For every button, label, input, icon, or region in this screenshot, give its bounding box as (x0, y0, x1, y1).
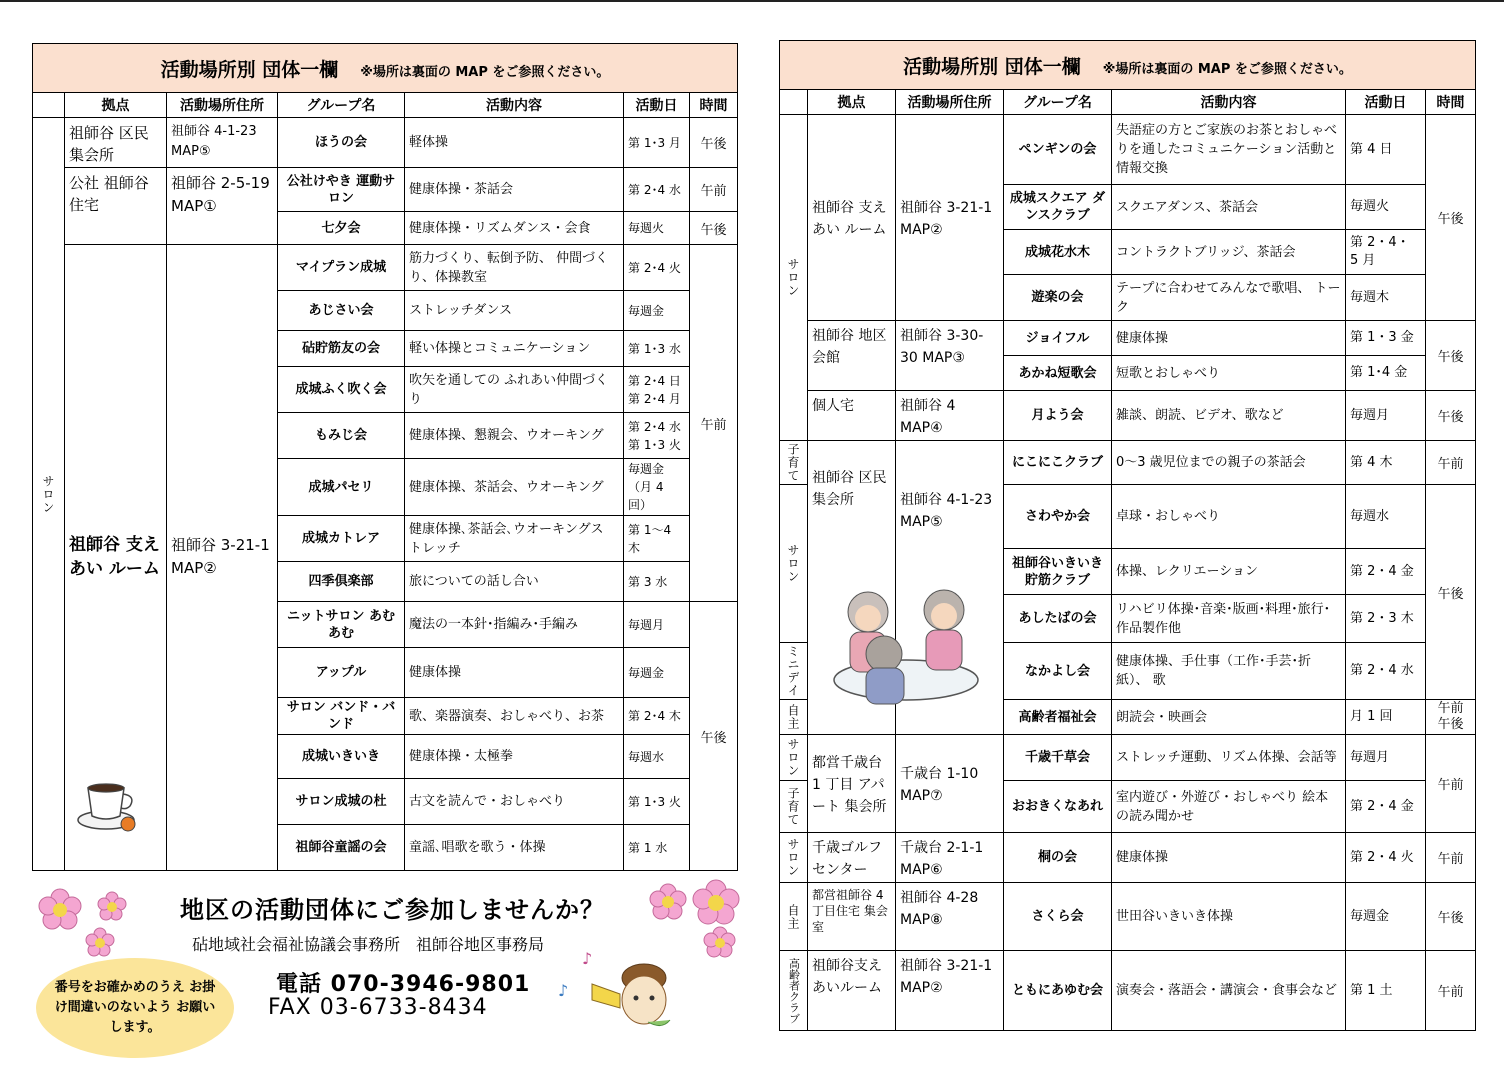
address-cell: 千歳台 2-1-1 MAP⑥ (896, 833, 1004, 883)
left-group-table (32, 43, 738, 871)
activity-cell: 室内遊び・外遊び・おしゃべり 絵本の読み聞かせ (1112, 781, 1346, 833)
base-cell: 公社 祖師谷 住宅 (65, 168, 167, 245)
day-cell: 第 2･4 水 第 1･3 火 (624, 413, 690, 459)
address-cell: 祖師谷 2-5-19 MAP① (167, 168, 278, 245)
table-row (780, 321, 1476, 356)
header-activity: 活動内容 (405, 93, 624, 118)
address-cell: 祖師谷 3-21-1 MAP② (896, 115, 1004, 321)
category-label: サロン (780, 485, 808, 643)
header-base: 拠点 (65, 93, 167, 118)
group-name: 遊楽の会 (1004, 275, 1112, 321)
activity-cell: リハビリ体操･音楽･版画･料理･旅行･ 作品製作他 (1112, 595, 1346, 643)
day-cell: 第 1･4 金 (1346, 356, 1426, 391)
activity-cell: 健康体操 (405, 648, 624, 698)
table-row (780, 391, 1476, 441)
activity-cell: 童謡､唱歌を歌う・体操 (405, 825, 624, 871)
base-cell: 祖師谷支え あいルーム (808, 951, 896, 1031)
category-label: サロン (33, 118, 65, 871)
activity-cell: 健康体操､茶話会､ウオーキングス トレッチ (405, 516, 624, 562)
table-title: 活動場所別 団体一欄 ※場所は裏面の MAP をご参照ください。 (33, 44, 738, 93)
address-cell: 千歳台 1-10 MAP⑦ (896, 735, 1004, 833)
category-label: サロン (780, 115, 808, 441)
header-time: 時間 (690, 93, 738, 118)
group-name: 七夕会 (278, 212, 405, 245)
time-cell: 午後 (690, 602, 738, 871)
group-name: 千歳千草会 (1004, 735, 1112, 781)
base-cell: 祖師谷 支えあい ルーム (65, 245, 167, 871)
address-cell: 祖師谷 4-1-23 MAP⑤ (896, 441, 1004, 735)
activity-cell: 健康体操・太極拳 (405, 735, 624, 779)
header-group: グループ名 (278, 93, 405, 118)
activity-cell: 健康体操、懇親会、ウオーキング (405, 413, 624, 459)
group-name: 成城ふく吹く会 (278, 367, 405, 413)
group-name: なかよし会 (1004, 643, 1112, 700)
base-cell: 祖師谷 地区会館 (808, 321, 896, 391)
activity-cell: 健康体操 (1112, 321, 1346, 356)
group-name: 成城いきいき (278, 735, 405, 779)
category-label: 高齢者クラブ (780, 951, 808, 1031)
time-cell: 午前 (1426, 833, 1476, 883)
right-group-table (779, 40, 1476, 1031)
day-cell: 毎週水 (1346, 485, 1426, 549)
time-cell: 午後 (1426, 321, 1476, 391)
address-cell: 祖師谷 4-1-23 MAP⑤ (167, 118, 278, 168)
activity-cell: スクエアダンス、茶話会 (1112, 185, 1346, 230)
group-name: 祖師谷いきいき 貯筋クラブ (1004, 549, 1112, 595)
day-cell: 第 4 木 (1346, 441, 1426, 485)
group-name: 四季倶楽部 (278, 562, 405, 602)
group-name: ジョイフル (1004, 321, 1112, 356)
table-row (33, 168, 738, 212)
activity-cell: 筋力づくり、転倒予防、 仲間づくり、体操教室 (405, 245, 624, 291)
group-name: あかね短歌会 (1004, 356, 1112, 391)
group-name: もみじ会 (278, 413, 405, 459)
table-row (780, 951, 1476, 1031)
flower-decoration-icon (30, 878, 140, 958)
svg-text:♪: ♪ (558, 981, 569, 1000)
coffee-cup-icon (76, 772, 142, 834)
acorn-mascot-icon (552, 944, 676, 1040)
fax-number: FAX 03-6733-8434 (268, 995, 488, 1020)
base-cell: 都営祖師谷 4 丁目住宅 集会室 (808, 883, 896, 951)
category-label: 子育て (780, 781, 808, 833)
activity-cell: 健康体操、茶話会、ウオーキング (405, 459, 624, 516)
time-cell: 午前 (690, 168, 738, 212)
category-label: サロン (780, 735, 808, 781)
time-cell: 午前 (690, 245, 738, 602)
day-cell: 第 1 水 (624, 825, 690, 871)
table-row (780, 883, 1476, 951)
day-cell: 第 1･3 水 (624, 331, 690, 367)
notice-text: 番号をお確かめのうえ お掛け間違いのないよう お願いします。 (54, 980, 216, 1035)
time-cell: 午前 午後 (1426, 700, 1476, 735)
address-cell: 祖師谷 4-28 MAP⑧ (896, 883, 1004, 951)
day-cell: 第 2・4 金 (1346, 781, 1426, 833)
office-name: 砧地域社会福祉協議会事務所 祖師谷地区事務局 (192, 935, 545, 954)
header-address: 活動場所住所 (167, 93, 278, 118)
day-cell: 毎週火 (1346, 185, 1426, 230)
group-name: アップル (278, 648, 405, 698)
group-name: あしたばの会 (1004, 595, 1112, 643)
activity-cell: 世田谷いきいき体操 (1112, 883, 1346, 951)
activity-cell: 魔法の一本針･指編み･手編み (405, 602, 624, 648)
group-name: サロン バンド・バンド (278, 698, 405, 735)
address-cell: 祖師谷 3-21-1 MAP② (896, 951, 1004, 1031)
time-cell: 午後 (1426, 115, 1476, 321)
table-row (780, 735, 1476, 781)
day-cell: 毎週金 (624, 648, 690, 698)
activity-cell: 軽体操 (405, 118, 624, 168)
activity-cell: 演奏会・落語会・講演会・食事会など (1112, 951, 1346, 1031)
category-label: 自主 (780, 883, 808, 951)
activity-cell: 卓球・おしゃべり (1112, 485, 1346, 549)
activity-cell: ストレッチ運動、リズム体操、会話等 (1112, 735, 1346, 781)
day-cell: 第 2･4 木 (624, 698, 690, 735)
activity-cell: 古文を読んで・おしゃべり (405, 779, 624, 825)
header-address: 活動場所住所 (896, 90, 1004, 115)
table-row (33, 118, 738, 168)
header-time: 時間 (1426, 90, 1476, 115)
header-day: 活動日 (1346, 90, 1426, 115)
activity-cell: 体操、レクリエーション (1112, 549, 1346, 595)
day-cell: 毎週木 (1346, 275, 1426, 321)
group-name: 砧貯筋友の会 (278, 331, 405, 367)
group-name: あじさい会 (278, 291, 405, 331)
top-rule (0, 0, 1504, 2)
group-name: 桐の会 (1004, 833, 1112, 883)
day-cell: 第 3 水 (624, 562, 690, 602)
group-name: さわやか会 (1004, 485, 1112, 549)
day-cell: 月 1 回 (1346, 700, 1426, 735)
table-row (780, 115, 1476, 185)
group-name: 成城スクエア ダンスクラブ (1004, 185, 1112, 230)
table-title: 活動場所別 団体一欄 ※場所は裏面の MAP をご参照ください。 (780, 41, 1476, 90)
group-name: 成城花水木 (1004, 230, 1112, 275)
table-row (780, 441, 1476, 485)
day-cell: 第 2・4 火 (1346, 833, 1426, 883)
day-cell: 毎週月 (1346, 391, 1426, 441)
activity-cell: 歌、楽器演奏、おしゃべり、お茶 (405, 698, 624, 735)
notice-bubble (36, 958, 234, 1058)
base-cell: 祖師谷 区民集会所 (65, 118, 167, 168)
base-cell: 祖師谷 支えあい ルーム (808, 115, 896, 321)
phone-number[interactable]: 電話 070-3946-9801 (276, 972, 531, 997)
base-cell: 祖師谷 区民集会所 (808, 441, 896, 735)
day-cell: 第 2・3 木 (1346, 595, 1426, 643)
table-row (780, 833, 1476, 883)
category-label: サロン (780, 833, 808, 883)
header-day: 活動日 (624, 93, 690, 118)
activity-cell: ストレッチダンス (405, 291, 624, 331)
activity-cell: 雑談、朗読、ビデオ、歌など (1112, 391, 1346, 441)
activity-cell: 0～3 歳児位までの親子の茶話会 (1112, 441, 1346, 485)
header-activity: 活動内容 (1112, 90, 1346, 115)
group-name: ペンギンの会 (1004, 115, 1112, 185)
activity-cell: テープに合わせてみんなで歌唱、 トーク (1112, 275, 1346, 321)
activity-cell: 健康体操・リズムダンス・会食 (405, 212, 624, 245)
category-label: 子育て (780, 441, 808, 485)
time-cell: 午後 (690, 212, 738, 245)
activity-cell: 健康体操・茶話会 (405, 168, 624, 212)
day-cell: 第 2･4 火 (624, 245, 690, 291)
time-cell: 午前 (1426, 951, 1476, 1031)
base-cell: 個人宅 (808, 391, 896, 441)
time-cell: 午後 (1426, 485, 1476, 700)
day-cell: 第 2・4・ 5 月 (1346, 230, 1426, 275)
group-name: 月よう会 (1004, 391, 1112, 441)
header-base: 拠点 (808, 90, 896, 115)
address-cell: 祖師谷 4 MAP④ (896, 391, 1004, 441)
activity-cell: 失語症の方とご家族のお茶とおしゃべりを通したコミュニケーション活動と情報交換 (1112, 115, 1346, 185)
activity-cell: コントラクトブリッジ、茶話会 (1112, 230, 1346, 275)
day-cell: 第 4 日 (1346, 115, 1426, 185)
svg-text:♪: ♪ (582, 949, 593, 968)
day-cell: 毎週月 (1346, 735, 1426, 781)
day-cell: 第 1･3 火 (624, 779, 690, 825)
day-cell: 毎週金 （月 4 回） (624, 459, 690, 516)
day-cell: 第 2・4 金 (1346, 549, 1426, 595)
seniors-tea-illustration (832, 582, 980, 712)
activity-cell: 短歌とおしゃべり (1112, 356, 1346, 391)
activity-cell: 朗読会・映画会 (1112, 700, 1346, 735)
header-group: グループ名 (1004, 90, 1112, 115)
time-cell: 午後 (690, 118, 738, 168)
group-name: 公社けやき 運動サロン (278, 168, 405, 212)
group-name: ほうの会 (278, 118, 405, 168)
group-name: にこにこクラブ (1004, 441, 1112, 485)
category-label: ミニデイ (780, 643, 808, 700)
day-cell: 第 2･4 水 (624, 168, 690, 212)
day-cell: 第 1･3 月 (624, 118, 690, 168)
group-name: おおきくなあれ (1004, 781, 1112, 833)
day-cell: 第 1～4 木 (624, 516, 690, 562)
category-label: 自主 (780, 700, 808, 735)
group-name: さくら会 (1004, 883, 1112, 951)
time-cell: 午後 (1426, 883, 1476, 951)
table-row (33, 245, 738, 291)
group-name: ニットサロン あむあむ (278, 602, 405, 648)
day-cell: 毎週金 (1346, 883, 1426, 951)
time-cell: 午前 (1426, 735, 1476, 833)
group-name: マイプラン成城 (278, 245, 405, 291)
day-cell: 毎週月 (624, 602, 690, 648)
day-cell: 毎週火 (624, 212, 690, 245)
base-cell: 千歳ゴルフ センター (808, 833, 896, 883)
group-name: 成城カトレア (278, 516, 405, 562)
day-cell: 第 2・4 水 (1346, 643, 1426, 700)
group-name: ともにあゆむ会 (1004, 951, 1112, 1031)
address-cell: 祖師谷 3-30-30 MAP③ (896, 321, 1004, 391)
day-cell: 毎週水 (624, 735, 690, 779)
call-to-action-heading: 地区の活動団体にご参加しませんか？ (180, 896, 605, 924)
activity-cell: 旅についての話し合い (405, 562, 624, 602)
activity-cell: 軽い体操とコミュニケーション (405, 331, 624, 367)
address-cell: 祖師谷 3-21-1 MAP② (167, 245, 278, 871)
base-cell: 都営千歳台 1 丁目 アパート 集会所 (808, 735, 896, 833)
time-cell: 午前 (1426, 441, 1476, 485)
group-name: サロン成城の杜 (278, 779, 405, 825)
group-name: 高齢者福祉会 (1004, 700, 1112, 735)
activity-cell: 吹矢を通しての ふれあい仲間づくり (405, 367, 624, 413)
day-cell: 第 1・3 金 (1346, 321, 1426, 356)
group-name: 祖師谷童謡の会 (278, 825, 405, 871)
day-cell: 第 2･4 日 第 2･4 月 (624, 367, 690, 413)
time-cell: 午後 (1426, 391, 1476, 441)
group-name: 成城パセリ (278, 459, 405, 516)
activity-cell: 健康体操、手仕事（工作･手芸･折紙）、 歌 (1112, 643, 1346, 700)
activity-cell: 健康体操 (1112, 833, 1346, 883)
day-cell: 第 1 土 (1346, 951, 1426, 1031)
day-cell: 毎週金 (624, 291, 690, 331)
